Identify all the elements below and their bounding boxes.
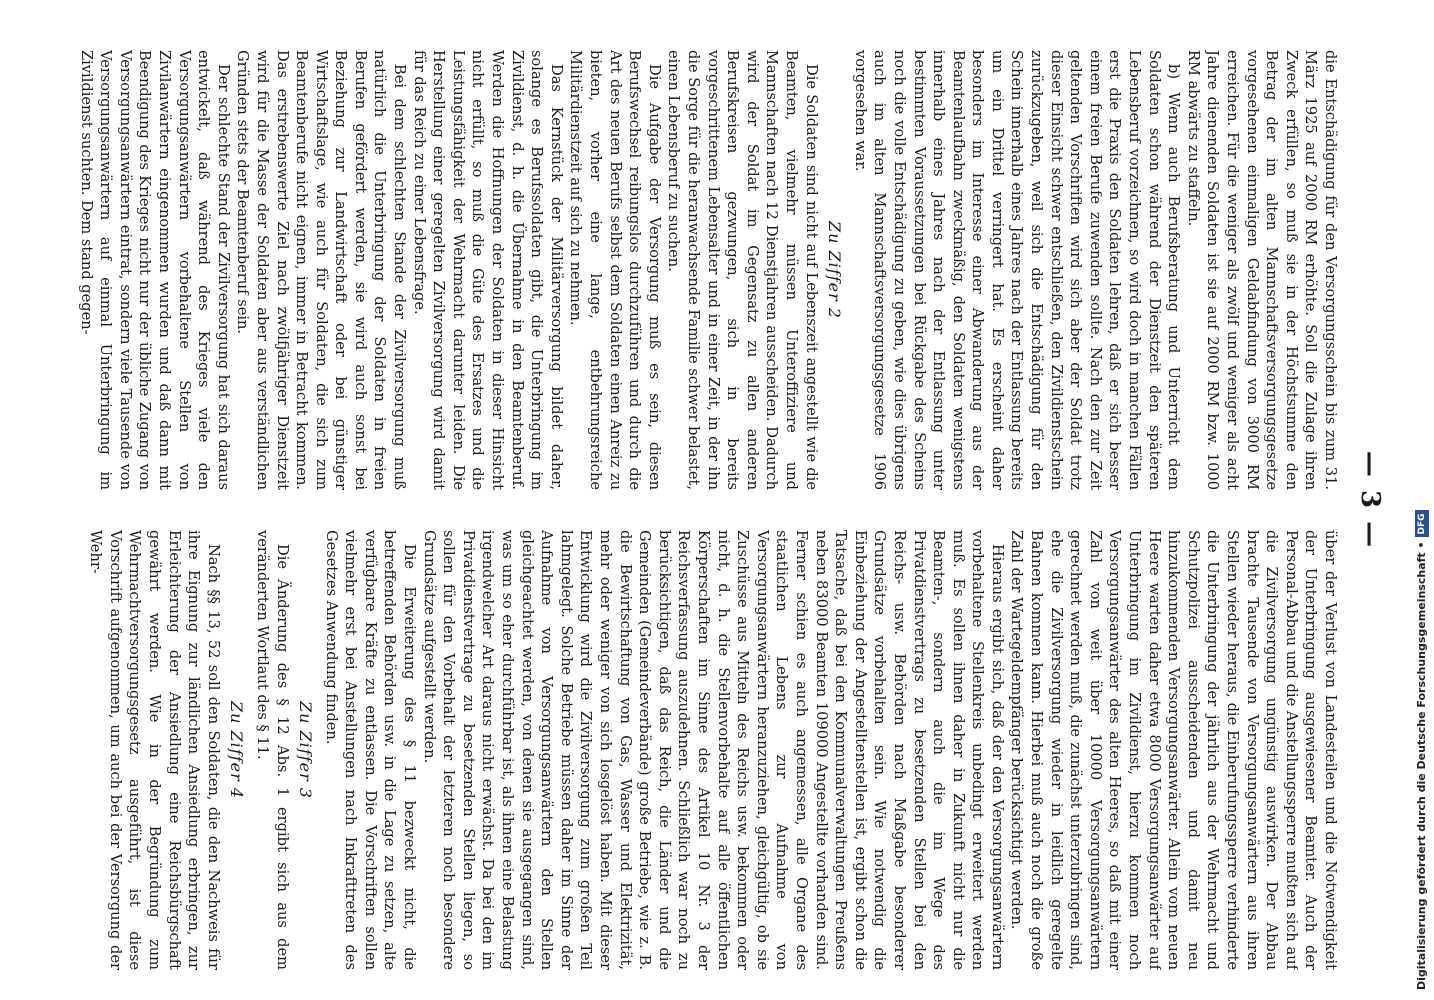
right-paragraph: Nach §§ 13, 52 soll den Soldaten, die den Nachweis für ihre Eignung zur ländlichen Ansiedlung erbringen, zur Erleichterung der Ansiedlung eine Reichsbürgschaft gewährt werden. Wie in der Begründung zum Wehrmachtversorgungsgesetz ausgeführt, ist diese Vorschrift aufgenommen, um auch bei der Versorgung der Wehr-	[87, 530, 222, 970]
section-heading-ziffer-2: Zu Ziffer 2	[825, 221, 845, 319]
footer-line	[1410, 10, 1434, 990]
page-header	[1350, 10, 1390, 990]
left-paragraph: Die Soldaten sind nicht auf Lebenszeit angestellt wie die Beamten, vielmehr müssen Unteroffiziere und Mannschaften nach 12 Dienstjahren ausscheiden. Dadurch wird der Soldat im Gegensatz zu allen anderen Berufskreisen gezwungen, sich in bereits vorgeschrittenem Lebensalter und in einer Zeit, in der ihn die Sorge für die heranwachsende Familie schwer belastet, einen Lebensberuf zu suchen.	[665, 50, 820, 490]
right-paragraph: Die Erweiterung des § 11 bezweckt nicht, die betreffenden Behörden usw. in die Lage zu setzen, alte verfügbare Kräfte zu entlassen. Die Vorschriften sollen vielmehr erst bei Anstellungen nach Inkrafttreten des Gesetzes Anwendung finden.	[322, 530, 419, 970]
left-paragraph: Bei dem schlechten Stande der Zivilversorgung muß natürlich die Unterbringung der Soldaten in freien Berufen gefördert werden, sie wird auch sonst bei Beziehung zur Landwirtschaft oder bei günstiger Wirtschaftslage, wie auch für Soldaten, die sich zum Beamtenberufe nicht eignen, immer in Betracht kommen. Das erstrebenswerte Ziel nach zwölfjähriger Dienstzeit wird für die Masse der Soldaten aber aus verständlichen Gründen stets der Beamtenberuf sein.	[234, 50, 409, 490]
right-paragraph: Die Änderung des § 12 Abs. 1 ergibt sich aus dem veränderten Wortlaut des § 11.	[253, 530, 291, 970]
section-heading-ziffer-4: Zu Ziffer 4	[227, 701, 247, 799]
dfg-logo: DFG	[1415, 510, 1429, 537]
left-paragraph: die Entschädigung für den Versorgungsschein bis zum 31. März 1925 auf 2000 RM erhöhte. Soll die Zulage ihren Zweck erfüllen, so muß sie in der Höchstsumme den Betrag der im alten Mannschaftsversorgungsgesetze vorgesehenen einmaligen Geldabfindung von 3000 RM erreichen. Für die weniger als zwölf und weniger als acht Jahre dienenden Soldaten ist sie auf 2000 RM bzw. 1000 RM abwärts zu staffeln.	[1184, 50, 1339, 490]
right-paragraph: Hieraus ergibt sich, daß der den Versorgungsanwärtern vorbehaltene Stellenkreis unbedingt erweitert werden muß. Es sollen ihnen daher in Zukunft nicht nur die Beamten-, sondern auch die im Wege des Privatdienstvertrags zu besetzenden Stellen bei den Reichs- usw. Behörden nach Maßgabe besonderer Grundsätze vorbehalten sein. Wie notwendig die Einbeziehung der Angestelltenstellen ist, ergibt schon die Tatsache, daß bei den Kommunalverwaltungen Preußens neben 83000 Beamten 109000 Angestellte vorhanden sind. Ferner schien es auch angemessen, alle Organe des staatlichen Lebens zur Aufnahme von Versorgungsanwärtern heranzuziehen, gleichgültig, ob sie Zuschüsse aus Mitteln des Reichs usw. bekommen oder nicht, d. h. die Stellenvorbehalte auf alle öffentlichen Körperschaften im Sinne des Artikel 10 Nr. 3 der Reichsverfassung auszudehnen. Schließlich war noch zu berücksichtigen, daß das Reich, die Länder und die Gemeinden (Gemeindeverbände) große Betriebe, wie z. B. die Bewirtschaftung von Gas, Wasser und Elektrizität, mehr oder weniger von sich losgelöst haben. Mit dieser Entwicklung wird die Zivilversorgung zum großen Teil lahmgelegt. Solche Betriebe müssen daher im Sinne der Aufnahme von Versorgungsanwärtern den Stellen gleichgeachtet werden, von denen sie ausgegangen sind, was um so eher durchführbar ist, als ihnen eine Belastung irgendwelcher Art daraus nicht erwächst. Da bei den im Privatdienstvertrage zu besetzenden Stellen liegen, so sollen für den Vorbehalt der letzteren noch besondere Grundsätze aufgestellt werden.	[420, 530, 1006, 970]
section-heading-ziffer-3: Zu Ziffer 3	[296, 701, 316, 799]
left-paragraph: b) Wenn auch Berufsberatung und Unterricht dem Soldaten schon während der Dienstzeit den späteren Lebensberuf vorzeichnen, so wird doch in manchen Fällen erst die Praxis den Soldaten lehren, daß er sich besser einem freien Berufe zuwenden sollte. Nach den zur Zeit geltenden Vorschriften wird sich aber der Soldat trotz dieser Einsicht schwer entschließen, den Zivildienstschein zurückzugeben, weil sich die Entschädigung für den Schein innerhalb eines Jahres nach der Entlassung bereits um ein Drittel verringert hat. Es erscheint daher besonders im Interesse einer Abwanderung aus der Beamtenlaufbahn zweckmäßig, den Soldaten wenigstens innerhalb eines Jahres nach der Entlassung unter bestimmten Voraussetzungen bei Rückgabe des Scheins noch die volle Entschädigung zu geben, wie dies übrigens auch im alten Mannschaftsversorgungsgesetze 1906 vorgesehen war.	[851, 50, 1183, 490]
left-paragraph: Der schlechte Stand der Zivilversorgung hat sich daraus entwickelt, daß während des Krieges viele den Versorgungsanwärtern vorbehaltene Stellen von Zivilanwärtern eingenommen wurden und daß dann mit Beendigung des Krieges nicht nur der übliche Zugang von Versorgungsanwärtern eintrat, sondern viele Tausende von Versorgungsanwärtern auf einmal Unterbringung im Zivildienst suchten. Dem stand gegen-	[77, 50, 232, 490]
footer-credit: Digitalisierung gefördert durch die Deutsche Forschungsgemeinschaft •	[1415, 541, 1428, 990]
right-paragraph: über der Verlust von Landesteilen und die Notwendigkeit der Unterbringung ausgewiesener Beamter. Auch der Personal-Abbau und die Anstellungssperre mußten sich auf die Zivilversorgung ungünstig auswirken. Der Abbau brachte Tausende von Versorgungsanwärtern aus ihren Stellen wieder heraus, die Einberufungssperre verhinderte die Unterbringung der jährlich aus der Wehrmacht und Schutzpolizei ausscheidenden und damit neu hinzukommenden Versorgungsanwärter. Allein vom neuen Heere warten daher etwa 8000 Versorgungsanwärter auf Unterbringung im Zivildienst, hierzu kommen noch Versorgungsanwärter des alten Heeres, so daß mit einer Zahl von weit über 10000 Versorgungsanwärtern gerechnet werden muß, die zunächst unterzubringen sind, ehe die Zivilversorgung wieder in leidlich geregelte Bahnen kommen kann. Hierbei muß auch noch die große Zahl der Wartegeldempfänger berücksichtigt werden.	[1008, 530, 1339, 970]
rotated-page	[20, 10, 1390, 990]
left-paragraph: Das Kernstück der Militärversorgung bildet daher, solange es Berufssoldaten gibt, die Unterbringung im Zivildienst, d. h. die Übernahme in den Beamtenberuf. Werden die Hoffnungen der Soldaten in dieser Hinsicht nicht erfüllt, so muß die Güte des Ersatzes und die Leistungsfähigkeit der Wehrmacht darunter leiden. Die Herstellung einer geregelten Zivilversorgung wird damit für das Reich zu einer Lebensfrage.	[410, 50, 565, 490]
digitization-footer	[1410, 10, 1434, 990]
right-column	[30, 530, 1340, 970]
page-number: — 3 —	[1355, 450, 1385, 550]
left-paragraph: Die Aufgabe der Versorgung muß es sein, diesen Berufswechsel reibungslos durchzuführen und durch die Art des neuen Berufs selbst dem Soldaten einen Anreiz zu bieten, vorher eine lange, entbehrungsreiche Militärdienstzeit auf sich zu nehmen.	[567, 50, 663, 490]
left-column	[30, 50, 1340, 490]
